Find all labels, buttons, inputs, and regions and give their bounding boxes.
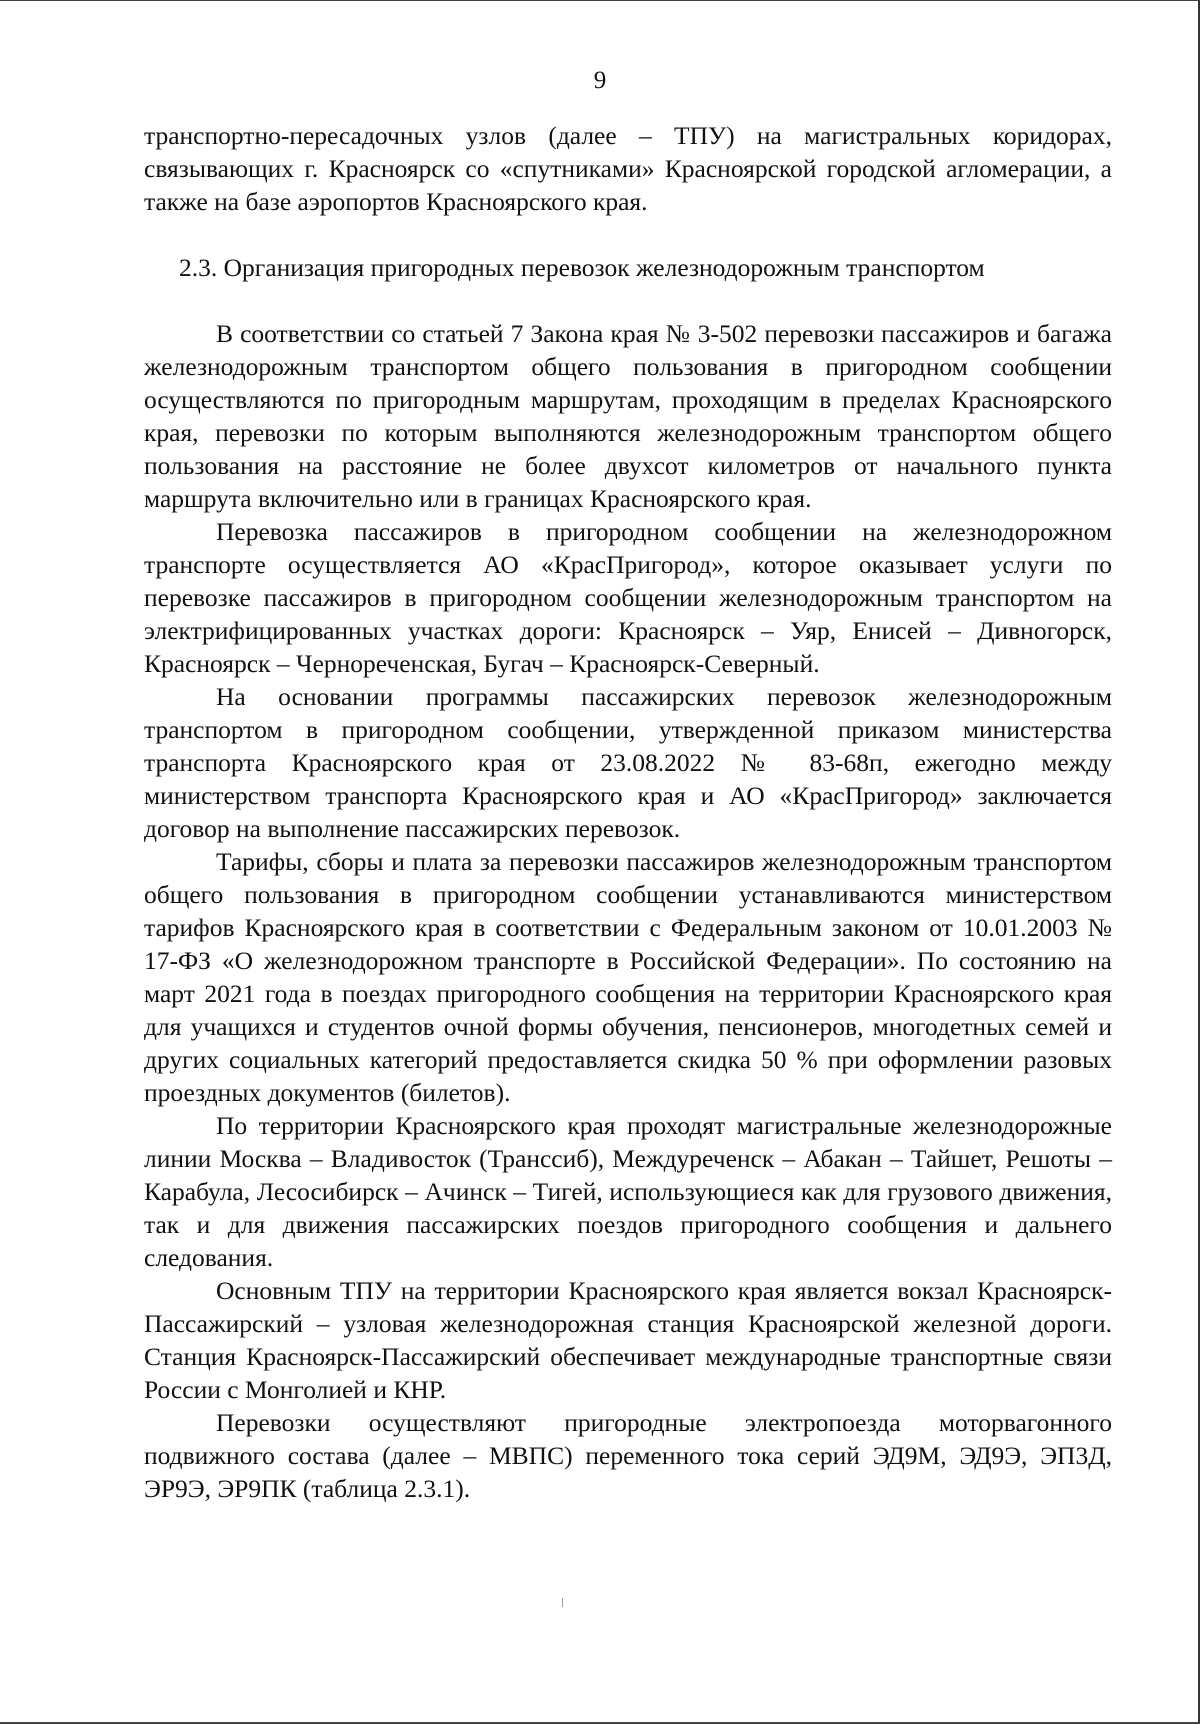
page-number: 9 [593, 67, 607, 94]
page-content [144, 119, 1112, 1505]
body-paragraph: По территории Красноярского края проходят магистральные железнодорожные линии Москва – Владивосток (Транссиб), Междуреченск – Абакан – Тайшет, Решоты – Карабула, Лесосибирск – Ачинск – Тигей, использующиеся как для грузового движения, так и для движения пассажирских поездов пригородного сообщения и дальнего следования. [144, 1111, 1112, 1272]
body-paragraph: В соответствии со статьей 7 Закона края № 3-502 перевозки пассажиров и багажа железнодорожным транспортом общего пользования в пригородном сообщении осуществляются по пригородным маршрутам, проходящим в пределах Красноярского края, перевозки по которым выполняются железнодорожным транспортом общего пользования на расстояние не более двухсот километров от начального пункта маршрута включительно или в границах Красноярского края. [144, 319, 1112, 513]
intro-paragraph: транспортно-пересадочных узлов (далее – ТПУ) на магистральных коридорах, связывающих г. Красноярск со «спутниками» Красноярской городской агломерации, а также на базе аэропортов Красноярского края. [144, 121, 1112, 216]
body-paragraph: Перевозка пассажиров в пригородном сообщении на железнодорожном транспорте осуществляется АО «КрасПригород», которое оказывает услуги по перевозке пассажиров в пригородном сообщении железнодорожным транспортом на электрифицированных участках дороги: Красноярск – Уяр, Енисей – Дивногорск, Красноярск – Чернореченская, Бугач – Красноярск-Северный. [144, 517, 1112, 678]
body-paragraph: На основании программы пассажирских перевозок железнодорожным транспортом в пригородном сообщении, утвержденной приказом министерства транспорта Красноярского края от 23.08.2022 № 83-68п, ежегодно между министерством транспорта Красноярского края и АО «КрасПригород» заключается договор на выполнение пассажирских перевозок. [144, 682, 1112, 843]
body-paragraph: Тарифы, сборы и плата за перевозки пассажиров железнодорожным транспортом общего пользования в пригородном сообщении устанавливаются министерством тарифов Красноярского края в соответствии с Федеральным законом от 10.01.2003 № 17-ФЗ «О железнодорожном транспорте в Российской Федерации». По состоянию на март 2021 года в поездах пригородного сообщения на территории Красноярского края для учащихся и студентов очной формы обучения, пенсионеров, многодетных семей и других социальных категорий предоставляется скидка 50 % при оформлении разовых проездных документов (билетов). [144, 847, 1112, 1107]
scan-mark [562, 1598, 563, 1607]
body-paragraph: Перевозки осуществляют пригородные электропоезда моторвагонного подвижного состава (далее – МВПС) переменного тока серий ЭД9М, ЭД9Э, ЭП3Д, ЭР9Э, ЭР9ПК (таблица 2.3.1). [144, 1408, 1112, 1503]
section-heading: 2.3. Организация пригородных перевозок железнодорожным транспортом [179, 253, 985, 282]
body-paragraph: Основным ТПУ на территории Красноярского края является вокзал Красноярск-Пассажирский – узловая железнодорожная станция Красноярской железной дороги. Станция Красноярск-Пассажирский обеспечивает международные транспортные связи России с Монголией и КНР. [144, 1276, 1112, 1404]
